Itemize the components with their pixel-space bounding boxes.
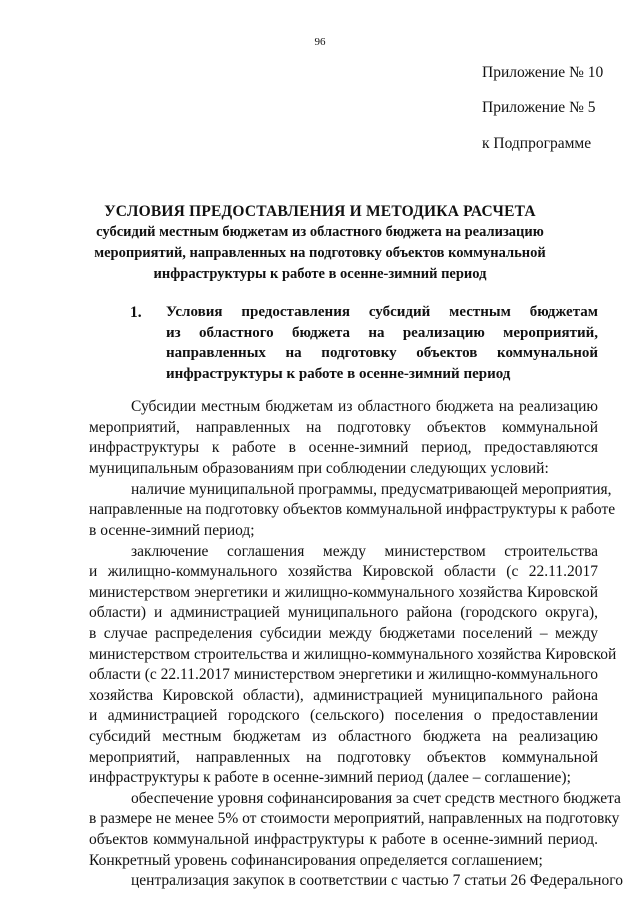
appendix-label-5: Приложение № 5 <box>482 99 596 116</box>
body-line: министерством строительства и жилищно-коммунального хозяйства Кировской <box>89 646 617 663</box>
body-line: мероприятий, направленных на подготовку объектов коммунальной <box>89 419 598 436</box>
document-subtitle-line: субсидий местным бюджетам из областного бюджета на реализацию <box>96 224 544 240</box>
body-line: заключение соглашения между министерством строительства <box>131 543 598 560</box>
body-line: субсидий местным бюджетам из областного бюджета на реализацию <box>89 728 598 745</box>
body-line: обеспечение уровня софинансирования за счет средств местного бюджета <box>131 790 621 807</box>
body-line: в случае распределения субсидии между бюджетами поселений – между <box>89 625 598 642</box>
body-line: инфраструктуры к работе в осенне-зимний период, предоставляются <box>89 439 598 456</box>
body-line: наличие муниципальной программы, предусматривающей мероприятия, <box>131 481 612 498</box>
body-line: Конкретный уровень софинансирования определяется соглашением; <box>89 852 543 869</box>
section-heading-line: направленных на подготовку объектов коммунальной <box>166 345 598 361</box>
body-line: области (с 22.11.2017 министерством энергетики и жилищно-коммунального <box>89 666 598 683</box>
body-line: Субсидии местным бюджетам из областного бюджета на реализацию <box>131 398 598 415</box>
body-line: объектов коммунальной инфраструктуры к работе в осенне-зимний период. <box>89 831 598 848</box>
document-subtitle-line: инфраструктуры к работе в осенне-зимний период <box>153 266 487 282</box>
appendix-subprogram-label: к Подпрограмме <box>482 135 592 152</box>
section-heading-line: Условия предоставления субсидий местным бюджетам <box>166 304 598 320</box>
body-line: области) и администрацией муниципального района (городского округа), <box>89 604 598 621</box>
page-number: 96 <box>314 36 326 48</box>
body-line: мероприятий, направленных на подготовку объектов коммунальной <box>89 749 598 766</box>
appendix-label-10: Приложение № 10 <box>482 64 604 81</box>
body-line: в размере не менее 5% от стоимости мероприятий, направленных на подготовку <box>89 810 620 827</box>
body-line: в осенне-зимний период; <box>89 522 255 539</box>
section-number: 1. <box>130 304 142 321</box>
body-line: и жилищно-коммунального хозяйства Кировской области (с 22.11.2017 <box>89 563 598 580</box>
section-heading-line: из областного бюджета на реализацию мероприятий, <box>166 325 598 341</box>
document-subtitle-line: мероприятий, направленных на подготовку объектов коммунальной <box>94 245 546 261</box>
body-line: муниципальным образованиям при соблюдении следующих условий: <box>89 460 549 477</box>
body-line: хозяйства Кировской области), администрацией муниципального района <box>89 687 598 704</box>
body-line: министерством энергетики и жилищно-коммунального хозяйства Кировской <box>89 584 598 601</box>
document-title: УСЛОВИЯ ПРЕДОСТАВЛЕНИЯ И МЕТОДИКА РАСЧЕТА <box>104 203 536 220</box>
body-line: и администрацией городского (сельского) поселения о предоставлении <box>89 707 598 724</box>
body-line: инфраструктуры к работе в осенне-зимний период (далее – соглашение); <box>89 769 571 786</box>
body-line: централизация закупок в соответствии с частью 7 статьи 26 Федерального <box>131 872 623 889</box>
body-line: направленные на подготовку объектов коммунальной инфраструктуры к работе <box>89 501 616 518</box>
section-heading-line: инфраструктуры к работе в осенне-зимний период <box>166 366 511 382</box>
